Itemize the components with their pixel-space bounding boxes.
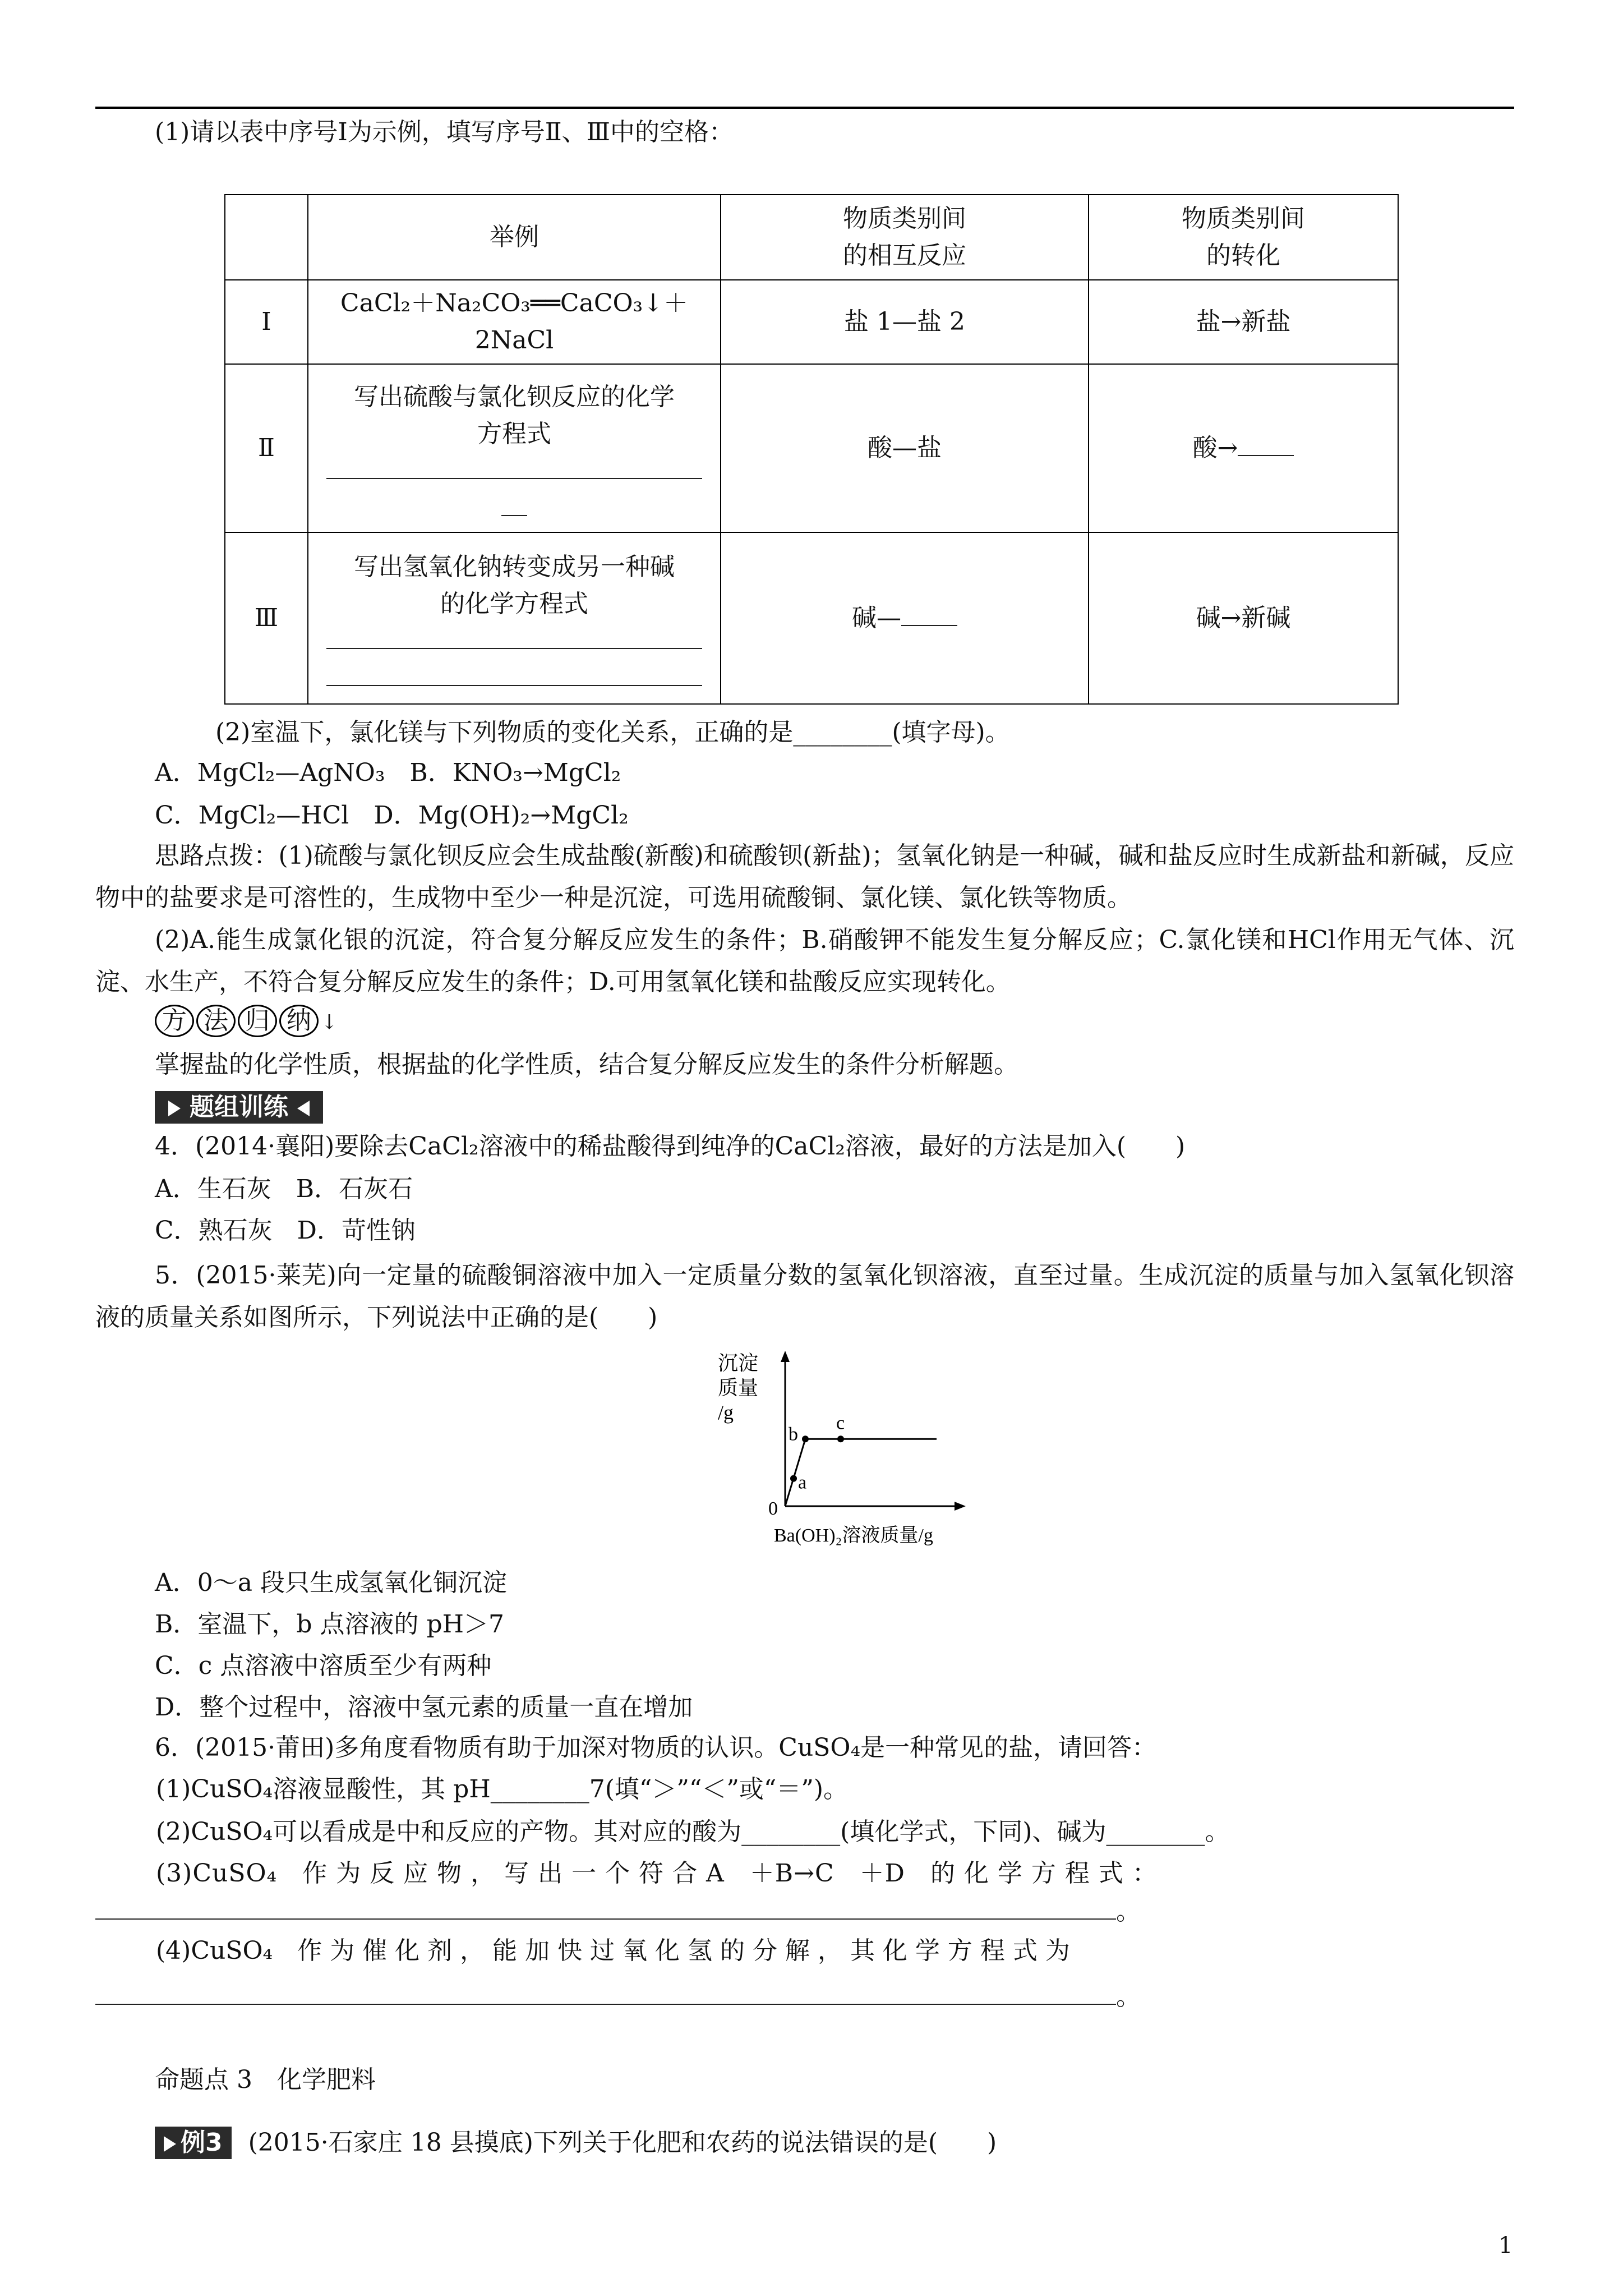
question-5-option: C．c 点溶液中溶质至少有两种	[155, 1651, 492, 1680]
question-5: 5．(2015·莱芜)向一定量的硫酸铜溶液中加入一定质量分数的氢氧化钡溶液，直至过量。生成沉淀的质量与加入氢氧化钡溶液的质量关系如图所示，下列说法中正确的是( )	[95, 1261, 1514, 1332]
x-axis-arrow-icon	[955, 1502, 966, 1511]
row-conversion: 碱→新碱	[1089, 532, 1398, 704]
table-row	[225, 532, 1398, 704]
example-line: CaCl₂＋Na₂CO₃══CaCO₃↓＋	[340, 289, 689, 318]
answer-blank[interactable]	[1238, 432, 1294, 456]
answer-blank[interactable]	[326, 625, 702, 649]
row-example	[308, 364, 721, 532]
example-line: 写出氢氧化钠转变成另一种碱	[354, 553, 675, 581]
question-4-options: A．生石灰 B．石灰石	[155, 1175, 413, 1203]
triangle-right-icon	[164, 2136, 176, 2152]
row-reaction: 酸—盐	[721, 364, 1089, 532]
y-axis-arrow-icon	[781, 1351, 790, 1362]
reaction-text: 碱—	[852, 604, 901, 632]
data-point-b	[802, 1435, 809, 1442]
header-rule	[95, 107, 1514, 109]
data-point-a	[790, 1475, 797, 1482]
method-char: 法	[196, 1005, 236, 1037]
data-point-c	[837, 1435, 844, 1442]
question-6-3: (3)CuSO₄ 作 为 反 应 物 ， 写 出 一 个 符 合 A ＋B→C ＋D 的 化 学 方 程 式 ：	[156, 1859, 1158, 1888]
triangle-left-icon	[297, 1101, 310, 1116]
example-line: 方程式	[477, 420, 551, 448]
answer-line	[95, 1980, 1141, 2014]
answer-line	[95, 1895, 1141, 1929]
row-conversion: 盐→新盐	[1089, 280, 1398, 364]
answer-blank[interactable]	[95, 1981, 1116, 2005]
table-row	[225, 364, 1398, 532]
question-2: (2)室温下，氯化镁与下列物质的变化关系，正确的是________(填字母)。	[215, 718, 1010, 747]
question-6-2: (2)CuSO₄可以看成是中和反应的产物。其对应的酸为________(填化学式，下同)、碱为________。	[156, 1818, 1230, 1846]
example-line: 写出硫酸与氯化钡反应的化学	[354, 383, 675, 411]
data-point-label: b	[789, 1424, 798, 1445]
row-conversion	[1089, 364, 1398, 532]
example-badge-label: 例3	[181, 2128, 223, 2157]
section-band	[155, 1091, 323, 1124]
question-6-4: (4)CuSO₄ 作 为 催 化 剂 ， 能 加 快 过 氧 化 氢 的 分 解 ， 其 化 学 方 程 式 为	[156, 1936, 1070, 1965]
page-number: 1	[1498, 2233, 1513, 2258]
method-text: 掌握盐的化学性质，根据盐的化学性质，结合复分解反应发生的条件分析解题。	[155, 1050, 1018, 1079]
y-axis-label: /g	[718, 1401, 734, 1424]
y-axis-label: 质量	[718, 1377, 759, 1399]
table-row	[225, 280, 1398, 364]
reaction-table	[224, 194, 1399, 705]
table-header-row	[225, 195, 1398, 280]
question-2-options: C．MgCl₂—HCl D．Mg(OH)₂→MgCl₂	[155, 801, 629, 830]
answer-blank[interactable]	[326, 662, 702, 686]
method-summary-label	[155, 1004, 338, 1039]
series-line	[785, 1439, 937, 1506]
example-3-text: (2015·石家庄 18 县摸底)下列关于化肥和农药的说法错误的是( )	[248, 2128, 997, 2157]
answer-blank[interactable]	[901, 602, 957, 626]
header-cell-conversion: 物质类别间 的转化	[1089, 195, 1398, 280]
question-4: 4．(2014·襄阳)要除去CaCl₂溶液中的稀盐酸得到纯净的CaCl₂溶液，最好的方法是加入( )	[155, 1132, 1186, 1161]
question-5-option: D．整个过程中，溶液中氢元素的质量一直在增加	[155, 1693, 693, 1722]
question-2-options: A．MgCl₂—AgNO₃ B．KNO₃→MgCl₂	[155, 758, 621, 787]
row-num: Ⅲ	[225, 532, 308, 704]
answer-blank[interactable]	[95, 1896, 1116, 1920]
row-num: Ⅰ	[225, 280, 308, 364]
question-5-option: A．0～a 段只生成氢氧化铜沉淀	[155, 1568, 507, 1597]
question-4-options: C．熟石灰 D．苛性钠	[155, 1216, 416, 1245]
analysis-paragraph: 思路点拨：(1)硫酸与氯化钡反应会生成盐酸(新酸)和硫酸钡(新盐)；氢氧化钠是一种碱，碱和盐反应时生成新盐和新碱，反应物中的盐要求是可溶性的，生成物中至少一种是沉淀，可选用硫酸铜、氯化镁、氯化铁等物质。	[95, 841, 1514, 912]
y-axis-label: 沉淀	[718, 1352, 759, 1374]
row-num: Ⅱ	[225, 364, 308, 532]
method-char: 纳	[279, 1005, 319, 1037]
header-cell-reaction: 物质类别间 的相互反应	[721, 195, 1089, 280]
data-point-label: c	[836, 1412, 845, 1434]
arrow-down-icon: ↓	[321, 1011, 338, 1034]
origin-label: 0	[768, 1498, 778, 1519]
example-badge	[155, 2127, 232, 2159]
analysis-paragraph: (2)A.能生成氯化银的沉淀，符合复分解反应发生的条件；B.硝酸钾不能发生复分解反应；C.氯化镁和HCl作用无气体、沉淀、水生产，不符合复分解反应发生的条件；D.可用氢氧化镁和盐酸反应实现转化。	[95, 926, 1514, 996]
row-example	[308, 532, 721, 704]
example-3	[155, 2126, 997, 2160]
row-reaction: 盐 1—盐 2	[721, 280, 1089, 364]
period: 。	[1116, 1982, 1141, 2011]
row-example	[308, 280, 721, 364]
example-line: 2NaCl	[474, 326, 554, 355]
precipitate-chart	[707, 1346, 998, 1548]
answer-blank[interactable]	[501, 493, 527, 516]
header-cell-num	[225, 195, 308, 280]
question-intro: (1)请以表中序号Ⅰ为示例，填写序号Ⅱ、Ⅲ中的空格：	[155, 118, 734, 146]
section-band-label: 题组训练	[190, 1093, 288, 1121]
answer-blank[interactable]	[326, 455, 702, 479]
x-axis-label: Ba(OH)₂溶液质量/g	[774, 1525, 933, 1546]
triangle-right-icon	[168, 1101, 181, 1116]
conversion-text: 酸→	[1192, 434, 1238, 462]
row-reaction	[721, 532, 1089, 704]
data-point-label: a	[798, 1472, 807, 1493]
question-6-1: (1)CuSO₄溶液显酸性，其 pH________7(填“＞”“＜”或“＝”)。	[156, 1775, 848, 1803]
period: 。	[1116, 1897, 1141, 1926]
example-line: 的化学方程式	[440, 590, 588, 618]
section-title: 命题点 3 化学肥料	[155, 2065, 376, 2094]
question-5-option: B．室温下，b 点溶液的 pH＞7	[155, 1610, 505, 1639]
header-cell-example: 举例	[308, 195, 721, 280]
question-6: 6．(2015·莆田)多角度看物质有助于加深对物质的认识。CuSO₄是一种常见的盐，请回答：	[155, 1733, 1157, 1762]
method-char: 方	[155, 1005, 194, 1037]
method-char: 归	[238, 1005, 277, 1037]
